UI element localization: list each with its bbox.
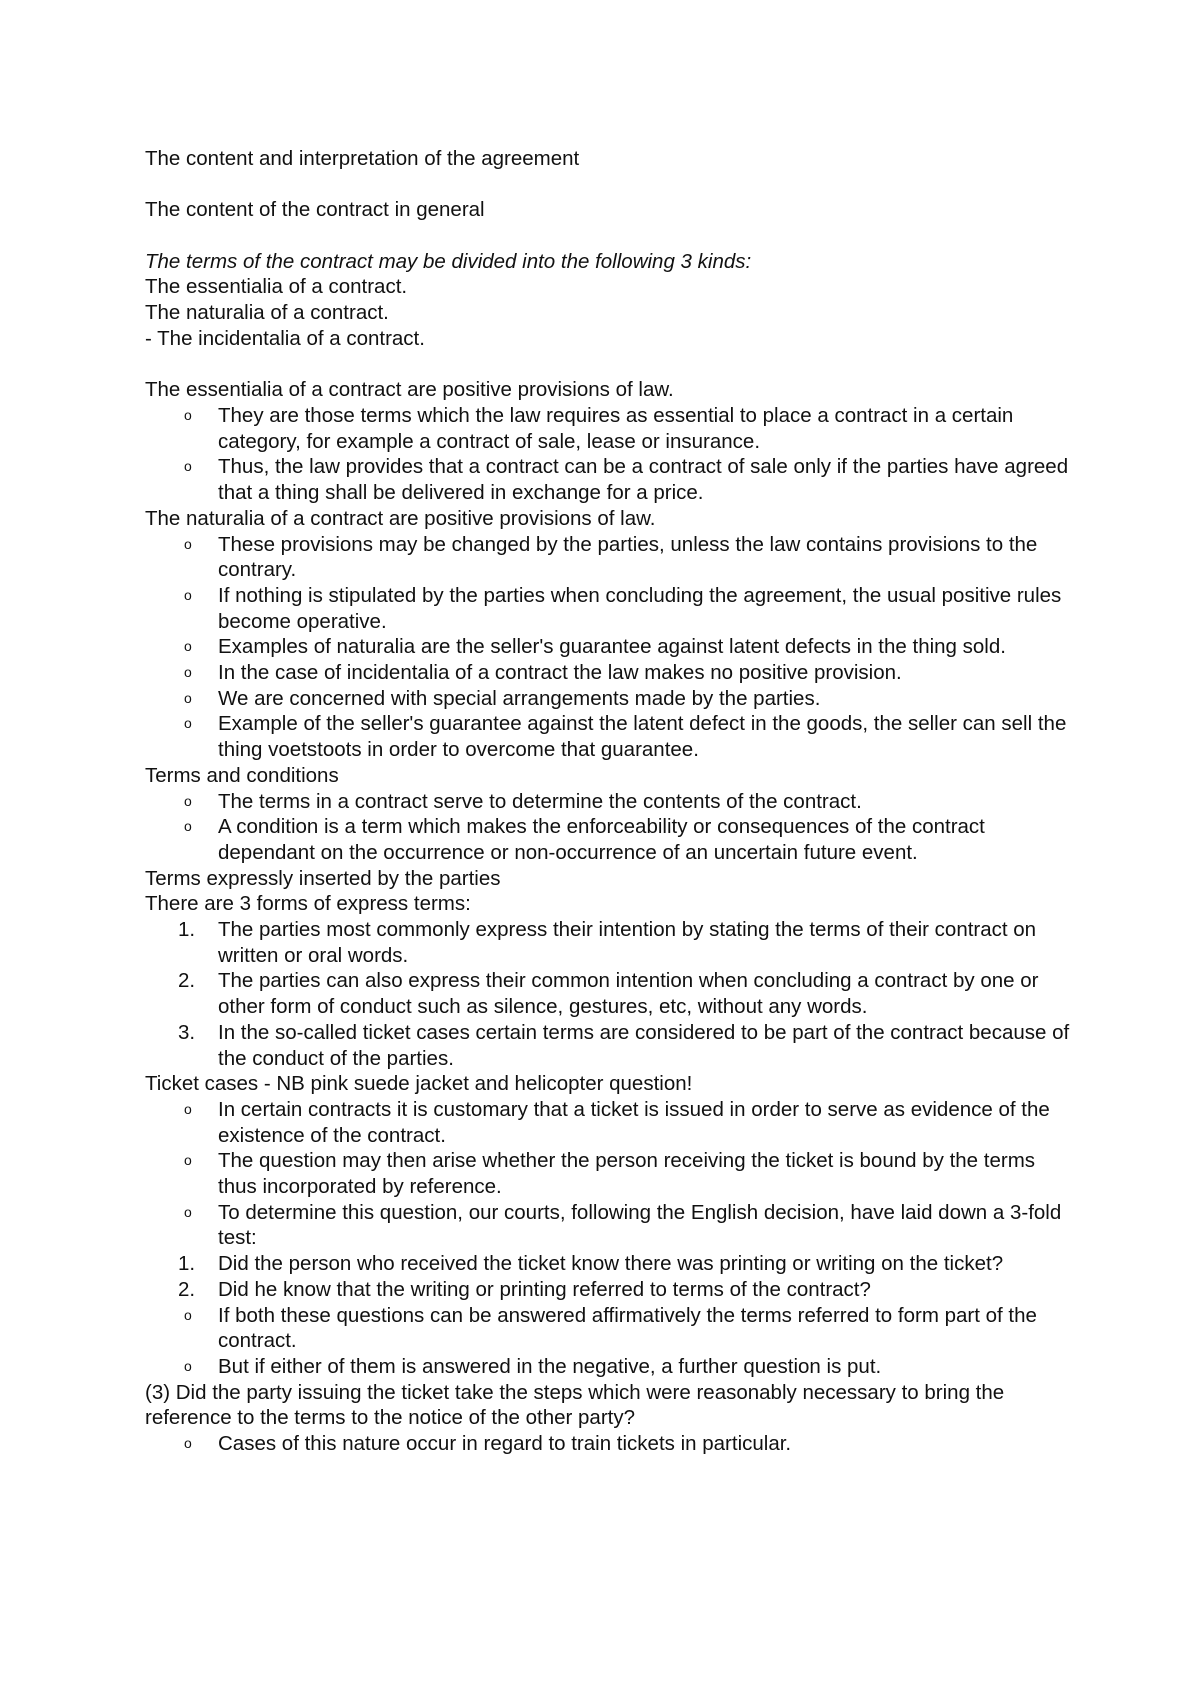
terms-heading: Terms and conditions xyxy=(145,763,339,787)
numbered-item xyxy=(145,1020,1075,1071)
item-number: 3. xyxy=(178,1020,196,1044)
item-number: 1. xyxy=(178,918,196,942)
list-item-text: In the case of incidentalia of a contract the law makes no positive provision. xyxy=(218,661,902,685)
kind-item: - The incidentalia of a contract. xyxy=(145,326,425,350)
list-item xyxy=(145,814,1075,865)
list-item-text: But if either of them is answered in the negative, a further question is put. xyxy=(218,1355,882,1378)
list-item xyxy=(145,686,1075,712)
list-item-text: The terms in a contract serve to determine the contents of the contract. xyxy=(218,789,862,813)
bullet-icon: o xyxy=(184,1306,192,1323)
list-item xyxy=(145,583,1075,634)
essentialia-heading: The essentialia of a contract are positive provisions of law. xyxy=(145,378,674,402)
list-item xyxy=(145,1431,1075,1457)
list-item xyxy=(145,634,1075,660)
bullet-icon: o xyxy=(184,406,192,423)
list-item xyxy=(145,454,1075,505)
list-item-text: To determine this question, our courts, following the English decision, have laid down a 3-fold test: xyxy=(218,1200,1062,1250)
list-item xyxy=(145,532,1075,583)
bullet-icon: o xyxy=(184,1435,192,1452)
bullet-icon: o xyxy=(184,818,192,835)
third-question: (3) Did the party issuing the ticket take the steps which were reasonably necessary to bring the reference to the terms to the notice of the other party? xyxy=(145,1380,1005,1430)
naturalia-heading: The naturalia of a contract are positive provisions of law. xyxy=(145,506,656,530)
list-item-text: Did the person who received the ticket know there was printing or writing on the ticket? xyxy=(218,1252,1004,1276)
numbered-item xyxy=(145,1251,1075,1277)
list-item-text: If both these questions can be answered affirmatively the terms referred to form part of the contract. xyxy=(218,1303,1037,1353)
list-item-text: If nothing is stipulated by the parties when concluding the agreement, the usual positive rules become operative. xyxy=(218,583,1062,633)
item-number: 2. xyxy=(178,1277,196,1301)
list-item xyxy=(145,1200,1075,1251)
bullet-icon: o xyxy=(184,664,192,681)
intro-italic: The terms of the contract may be divided into the following 3 kinds: xyxy=(145,249,752,273)
list-item xyxy=(145,1097,1075,1148)
list-item xyxy=(145,1303,1075,1354)
bullet-icon: o xyxy=(184,715,192,732)
list-item-text: A condition is a term which makes the enforceability or consequences of the contract dependant on the occurrence or non-occurrence of an uncertain future event. xyxy=(218,815,985,864)
bullet-icon: o xyxy=(184,792,192,809)
list-item-text: In the so-called ticket cases certain terms are considered to be part of the contract because of the conduct of the parties. xyxy=(218,1020,1070,1070)
bullet-icon: o xyxy=(184,1152,192,1169)
list-item-text: The parties most commonly express their intention by stating the terms of their contract on written or oral words. xyxy=(218,918,1037,967)
ticket-heading: Ticket cases - NB pink suede jacket and helicopter question! xyxy=(145,1072,693,1096)
list-item xyxy=(145,789,1075,815)
list-item-text: In certain contracts it is customary that a ticket is issued in order to serve as evidence of the existence of the contract. xyxy=(218,1097,1050,1147)
bullet-icon: o xyxy=(184,638,192,655)
document-title: The content and interpretation of the agreement xyxy=(145,147,580,170)
bullet-icon: o xyxy=(184,689,192,706)
list-item-text: Did he know that the writing or printing referred to terms of the contract? xyxy=(218,1277,871,1301)
kind-item: The essentialia of a contract. xyxy=(145,275,408,299)
list-item-text: Thus, the law provides that a contract can be a contract of sale only if the parties have agreed that a thing shall be delivered in exchange for a price. xyxy=(218,455,1069,505)
numbered-item xyxy=(145,917,1075,968)
document-page xyxy=(145,146,1075,1457)
kind-item: The naturalia of a contract. xyxy=(145,301,389,325)
list-item-text: We are concerned with special arrangements made by the parties. xyxy=(218,686,821,710)
list-item-text: These provisions may be changed by the parties, unless the law contains provisions to the contrary. xyxy=(218,532,1038,582)
bullet-icon: o xyxy=(184,1100,192,1117)
bullet-icon: o xyxy=(184,535,192,552)
list-item-text: Cases of this nature occur in regard to train tickets in particular. xyxy=(218,1432,792,1456)
numbered-item xyxy=(145,968,1075,1019)
list-item xyxy=(145,660,1075,686)
list-item xyxy=(145,1354,1075,1380)
list-item xyxy=(145,403,1075,454)
bullet-icon: o xyxy=(184,586,192,603)
list-item-text: Examples of naturalia are the seller's guarantee against latent defects in the thing sold. xyxy=(218,635,1006,659)
section-heading: The content of the contract in general xyxy=(145,198,485,222)
express-subheading: There are 3 forms of express terms: xyxy=(145,892,471,916)
bullet-icon: o xyxy=(184,1203,192,1220)
bullet-icon: o xyxy=(184,458,192,475)
list-item xyxy=(145,711,1075,762)
item-number: 2. xyxy=(178,969,196,993)
list-item-text: The question may then arise whether the person receiving the ticket is bound by the terms thus incorporated by reference. xyxy=(218,1149,1036,1199)
list-item-text: Example of the seller's guarantee against the latent defect in the goods, the seller can sell the thing voetstoots in order to overcome that guarantee. xyxy=(218,712,1067,762)
item-number: 1. xyxy=(178,1252,196,1276)
list-item-text: They are those terms which the law requires as essential to place a contract in a certain category, for example a contract of sale, lease or insurance. xyxy=(218,403,1014,453)
list-item-text: The parties can also express their common intention when concluding a contract by one or other form of conduct such as silence, gestures, etc, without any words. xyxy=(218,969,1039,1019)
express-heading: Terms expressly inserted by the parties xyxy=(145,866,501,890)
list-item xyxy=(145,1148,1075,1199)
bullet-icon: o xyxy=(184,1358,192,1374)
numbered-item xyxy=(145,1277,1075,1303)
